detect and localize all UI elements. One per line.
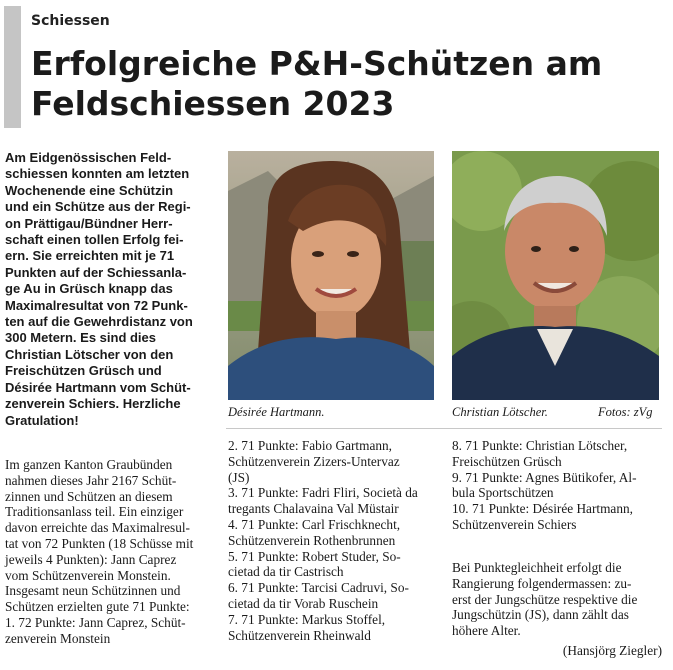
text-line: erst der Jungschütze respektive die	[452, 591, 638, 607]
text-line: tregants Chalavaina Val Müstair	[228, 501, 399, 517]
text-line: Christian Lötscher von den	[5, 346, 174, 362]
text-line: cietad da tir Castrisch	[228, 564, 344, 580]
body-column-3	[452, 438, 662, 533]
text-line: Schützenverein Rheinwald	[228, 627, 371, 643]
text-line: (JS)	[228, 469, 250, 485]
photo-christian-loetscher	[452, 151, 659, 400]
text-line: nahmen dieses Jahr 2167 Schüt-	[5, 472, 177, 488]
text-line: zenverein Monstein	[5, 630, 111, 646]
text-line: ten auf die Gewehrdistanz von	[5, 314, 193, 330]
author-byline: (Hansjörg Ziegler)	[562, 643, 662, 658]
text-line: höhere Alter.	[452, 623, 521, 639]
text-line: 1. 72 Punkte: Jann Caprez, Schüt-	[5, 614, 186, 630]
text-line: zinnen und Schützen an diesem	[5, 488, 173, 504]
body-column-3-closing	[452, 560, 662, 639]
text-line: Schützenverein Schiers	[452, 516, 577, 532]
body-column-2	[228, 438, 440, 643]
text-line: 2. 71 Punkte: Fabio Gartmann,	[228, 438, 392, 453]
article-lead	[5, 150, 215, 429]
text-line: 4. 71 Punkte: Carl Frischknecht,	[228, 516, 401, 532]
text-line: Bei Punktegleichheit erfolgt die	[452, 560, 622, 575]
text-line: Freischützen Grüsch	[452, 453, 562, 469]
photo-caption-1: Désirée Hartmann.	[228, 405, 325, 419]
text-line: Insgesamt neun Schützinnen und	[5, 583, 181, 599]
text-line: Maximalresultat von 72 Punk-	[5, 297, 188, 313]
text-line: cietad da tir Vorab Ruschein	[228, 595, 379, 611]
portrait-man-image	[452, 151, 659, 400]
text-line: 3. 71 Punkte: Fadri Fliri, Società da	[228, 485, 418, 501]
text-line: 10. 71 Punkte: Désirée Hartmann,	[452, 501, 633, 517]
text-line: davon erreichte das Maximalresul-	[5, 520, 190, 536]
column-divider	[226, 428, 662, 429]
text-line: 7. 71 Punkte: Markus Stoffel,	[228, 611, 386, 627]
text-line: Im ganzen Kanton Graubünden	[5, 457, 173, 472]
text-line: tat von 72 Punkten (18 Schüsse mit	[5, 535, 194, 551]
text-line: Traditionsanlass teil. Ein einziger	[5, 504, 184, 520]
text-line: Wochenende eine Schützin	[5, 182, 174, 198]
text-line: 6. 71 Punkte: Tarcisi Cadruvi, So-	[228, 580, 409, 596]
headline-line-1: Erfolgreiche P&H-Schützen am	[31, 44, 603, 83]
text-line: 8. 71 Punkte: Christian Lötscher,	[452, 438, 628, 453]
text-line: Punkten auf der Schiessanla-	[5, 264, 187, 280]
headline-line-2: Feldschiessen 2023	[31, 84, 395, 123]
text-line: und ein Schütze aus der Regi-	[5, 199, 191, 215]
text-line: Schützenverein Rothenbrunnen	[228, 532, 396, 548]
section-accent-bar	[4, 6, 21, 128]
text-line: Schützen erzielten gute 71 Punkte:	[5, 599, 190, 615]
text-line: jeweils 4 Punkten): Jann Caprez	[5, 551, 177, 567]
text-line: Rangierung folgendermassen: zu-	[452, 575, 632, 591]
text-line: ge Au in Grüsch knapp das	[5, 281, 173, 297]
photo-caption-2: Christian Lötscher.	[452, 405, 548, 419]
text-line: vom Schützenverein Monstein.	[5, 567, 171, 583]
text-line: 9. 71 Punkte: Agnes Bütikofer, Al-	[452, 469, 637, 485]
text-line: Schützenverein Zizers-Untervaz	[228, 453, 400, 469]
text-line: schiessen konnten am letzten	[5, 166, 190, 182]
article-headline	[31, 44, 651, 124]
text-line: ern. Sie erreichten mit je 71	[5, 248, 175, 264]
text-line: 300 Metern. Es sind dies	[5, 330, 157, 346]
text-line: Gratulation!	[5, 412, 79, 428]
text-line: bula Sportschützen	[452, 485, 554, 501]
text-line: Jungschützin (JS), dann zählt das	[452, 607, 629, 623]
portrait-woman-image	[228, 151, 434, 400]
photo-desiree-hartmann	[228, 151, 434, 400]
text-line: Am Eidgenössischen Feld-	[5, 150, 172, 165]
text-line: 5. 71 Punkte: Robert Studer, So-	[228, 548, 401, 564]
body-column-1	[5, 457, 215, 647]
text-line: zenverein Schiers. Herzliche	[5, 396, 181, 412]
section-label: Schiessen	[31, 13, 110, 29]
text-line: Désirée Hartmann vom Schüt-	[5, 379, 191, 395]
text-line: schaft einen tollen Erfolg fei-	[5, 232, 184, 248]
text-line: on Prättigau/Bündner Herr-	[5, 215, 173, 231]
text-line: Freischützen Grüsch und	[5, 363, 162, 379]
photo-credit: Fotos: zVg	[598, 405, 653, 419]
